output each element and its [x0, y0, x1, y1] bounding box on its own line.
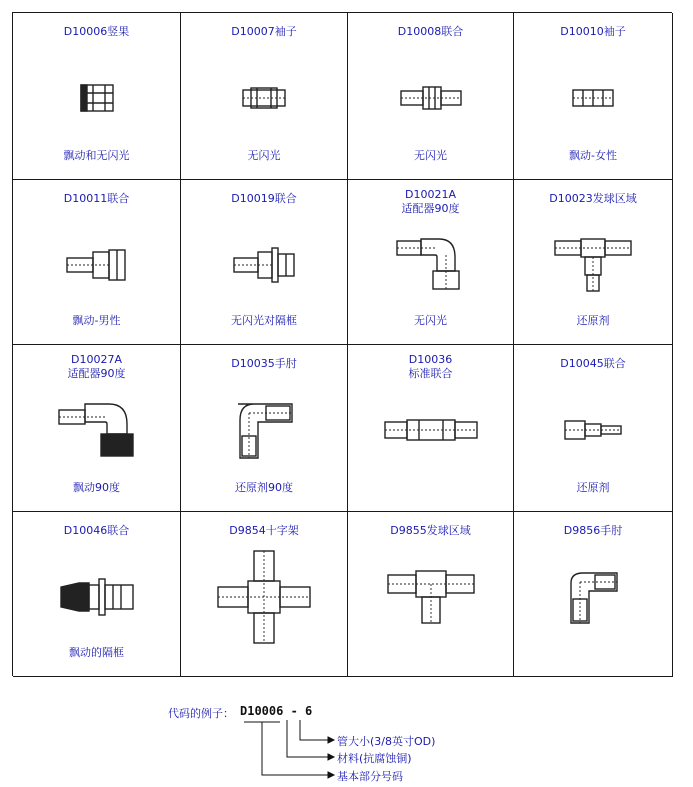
fitting-drawing	[514, 53, 672, 143]
fitting-title: D10011联合	[63, 192, 130, 205]
fitting-title: D10007袖子	[231, 25, 297, 38]
fitting-title	[348, 188, 513, 216]
fitting-title: D9854十字架	[229, 524, 299, 537]
cell-d10011	[13, 180, 181, 345]
fitting-drawing	[514, 220, 672, 310]
fitting-drawing	[348, 552, 513, 642]
code-example-label: 代码的例子：	[168, 707, 234, 720]
fitting-drawing	[13, 552, 180, 642]
fitting-description: 无闪光	[414, 314, 447, 327]
fitting-drawing	[181, 220, 347, 310]
legend-item-base-part: 基本部分号码	[337, 770, 403, 783]
fitting-drawing	[181, 53, 347, 143]
cell-d10036	[348, 345, 514, 512]
fitting-title-line2: 适配器90度	[67, 367, 126, 380]
fitting-title-line2: 适配器90度	[401, 202, 460, 215]
cell-d10010	[514, 13, 673, 180]
fitting-title-line2: 标准联合	[408, 367, 453, 380]
fitting-title: D10045联合	[560, 357, 626, 370]
fitting-title: D10010袖子	[560, 25, 626, 38]
fitting-drawing	[181, 385, 347, 475]
fitting-title-line1: D10021A	[405, 188, 456, 201]
fitting-drawing	[13, 385, 180, 475]
fitting-title	[348, 353, 513, 381]
fitting-description: 无闪光	[247, 149, 281, 162]
fitting-title	[13, 353, 180, 381]
fitting-title-line1: D10027A	[71, 353, 122, 366]
cell-d9855	[348, 512, 514, 677]
fitting-drawing	[348, 385, 513, 475]
fitting-description: 无闪光对隔框	[231, 314, 297, 327]
fitting-drawing	[13, 53, 180, 143]
legend-item-material: 材料(抗腐蚀铜)	[337, 752, 412, 765]
cell-d10007	[181, 13, 348, 180]
cell-d10008	[348, 13, 514, 180]
fitting-description: 还原剂	[576, 314, 610, 327]
fitting-description: 飘动的隔框	[69, 646, 124, 659]
fittings-grid	[12, 12, 672, 676]
fitting-description: 还原剂	[576, 481, 610, 494]
fitting-title-line1: D10036	[408, 353, 453, 366]
cell-d9854	[181, 512, 348, 677]
cell-d10023	[514, 180, 673, 345]
fitting-description: 还原剂90度	[235, 481, 293, 494]
fitting-drawing	[348, 220, 513, 310]
fitting-drawing	[514, 552, 672, 642]
cell-d10019	[181, 180, 348, 345]
fitting-title: D9856手肘	[563, 524, 623, 537]
fitting-drawing	[13, 220, 180, 310]
cell-d10045	[514, 345, 673, 512]
cell-d9856	[514, 512, 673, 677]
fitting-description: 飘动-男性	[72, 314, 121, 327]
cell-d10006	[13, 13, 181, 180]
fitting-title: D10035手肘	[231, 357, 297, 370]
fitting-description: 飘动-女性	[569, 149, 617, 162]
fitting-title: D10008联合	[397, 25, 464, 38]
legend-item-size: 管大小(3/8英寸OD)	[337, 735, 436, 748]
fitting-title: D10046联合	[63, 524, 130, 537]
fitting-title: D10023发球区域	[549, 192, 637, 205]
fitting-drawing	[514, 385, 672, 475]
fitting-title: D10006竖果	[63, 25, 130, 38]
fitting-drawing	[348, 53, 513, 143]
fitting-description: 无闪光	[414, 149, 447, 162]
fitting-description: 飘动和无闪光	[63, 149, 130, 162]
cell-d10021a	[348, 180, 514, 345]
cell-d10027a	[13, 345, 181, 512]
fitting-title: D9855发球区域	[390, 524, 471, 537]
fitting-description: 飘动90度	[73, 481, 120, 494]
code-example-value: D10006 - 6	[240, 704, 313, 718]
fitting-title: D10019联合	[231, 192, 297, 205]
fitting-drawing	[181, 552, 347, 642]
cell-d10035	[181, 345, 348, 512]
cell-d10046	[13, 512, 181, 677]
